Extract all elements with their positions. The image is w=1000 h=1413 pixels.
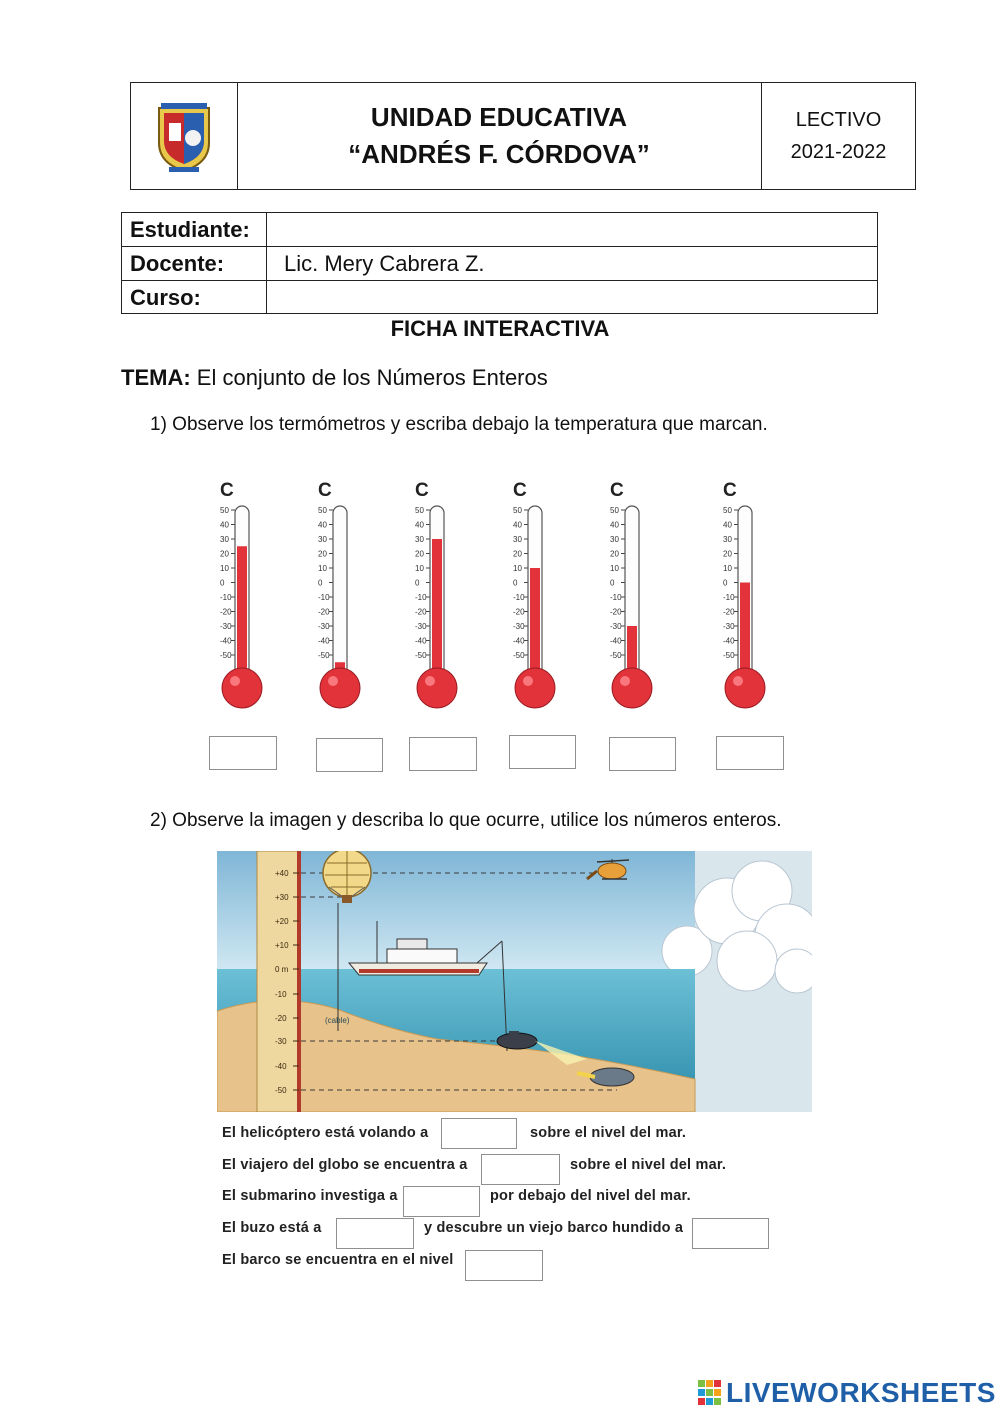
scale-label: -40 [723,636,735,646]
thermometer-2 [318,480,360,708]
scale-label: 50 [415,506,424,515]
school-crest-icon [131,83,237,189]
submarine-answer[interactable] [403,1186,480,1217]
school-name-cell [237,83,762,189]
scale-label: -20 [220,607,232,617]
scale-label: -50 [513,651,525,660]
scale-label: 40 [513,520,522,530]
scale-label: 30 [513,535,522,544]
scale-label: 50 [610,506,619,515]
student-info-table [121,212,878,314]
scale-label: -30 [415,622,427,631]
scale-label: -30 [220,622,232,631]
ruler-label: 0 m [275,965,289,974]
scale-label: -40 [610,636,622,646]
scale-label: 0 [220,578,225,588]
thermometer-bulb [222,668,262,708]
sheet-title: FICHA INTERACTIVA [390,316,610,341]
diver-answer[interactable] [336,1218,414,1249]
thermometer-5 [610,480,652,708]
scale-label: -30 [610,622,622,631]
scale-label: 0 [723,578,728,588]
thermometers-figure [200,470,800,720]
scale-label: 0 [610,578,615,588]
scale-label: -10 [723,593,735,602]
thermometer-fill [740,583,750,683]
scale-label: 10 [723,564,732,573]
thermometer-6 [723,480,765,708]
thermometer-bulb [612,668,652,708]
thermometer-fill [530,568,540,682]
scale-label: -40 [415,636,427,646]
sentence-4a: El buzo está a [222,1220,322,1236]
ruler-label: +10 [275,941,289,950]
scale-label: 10 [318,564,327,573]
scale-label: 40 [610,520,619,530]
course-field[interactable] [276,281,874,314]
ruler-label: +40 [275,869,289,878]
scale-label: -50 [610,651,622,660]
thermometer-unit: C [415,480,429,501]
scale-label: 10 [513,564,522,573]
liveworksheets-logo-icon [698,1380,722,1406]
scale-label: -10 [415,593,427,602]
thermometer-fill [432,539,442,682]
course-row [122,280,877,314]
thermometer-answer-5[interactable] [609,737,676,771]
bulb-highlight [620,676,630,686]
school-header [130,82,916,190]
balloon-answer[interactable] [481,1154,560,1185]
scale-label: 40 [318,520,327,530]
thermometer-answer-6[interactable] [716,736,784,770]
cable-label: (cable) [325,1016,350,1025]
scale-label: -10 [513,593,525,602]
sentence-2b: sobre el nivel del mar. [570,1157,727,1173]
scale-label: 0 [415,578,420,588]
ruler-label: -50 [275,1086,287,1095]
thermometer-unit: C [318,480,332,501]
depth-ruler [257,851,299,1112]
sentence-3b: por debajo del nivel del mar. [490,1188,691,1204]
thermometer-unit: C [723,480,737,501]
question-1: 1) Observe los termómetros y escriba debajo la temperatura que marcan. [150,414,768,435]
helicopter-answer[interactable] [441,1118,517,1149]
scale-label: 20 [513,549,522,559]
ruler-label: -30 [275,1037,287,1046]
sentence-3a: El submarino investiga a [222,1188,398,1204]
scale-label: -40 [318,636,330,646]
scale-label: -40 [513,636,525,646]
bulb-highlight [733,676,743,686]
scale-label: 10 [610,564,619,573]
thermometer-1 [220,480,262,708]
course-label: Curso: [122,281,267,314]
sentence-1b: sobre el nivel del mar. [530,1125,687,1141]
thermometer-tube [333,506,347,681]
year-label: LECTIVO [795,109,882,131]
ruler-label: -10 [275,990,287,999]
school-logo-cell [131,83,238,189]
scale-label: 30 [220,535,229,544]
bulb-highlight [425,676,435,686]
scale-label: 10 [220,564,229,573]
bulb-highlight [328,676,338,686]
scale-label: 40 [220,520,229,530]
scale-label: -50 [318,651,330,660]
year-value: 2021-2022 [790,141,887,163]
scale-label: 30 [415,535,424,544]
thermometer-bulb [725,668,765,708]
scale-label: 30 [318,535,327,544]
scale-label: 40 [723,520,732,530]
brand-text: LIVEWORKSHEETS [726,1377,996,1408]
topic [121,365,548,391]
thermometer-answer-4[interactable] [509,735,576,769]
school-name-line2: “ANDRÉS F. CÓRDOVA” [348,139,650,169]
scale-label: -50 [220,651,232,660]
teacher-label: Docente: [122,247,267,280]
sentence-4b: y descubre un viejo barco hundido a [424,1220,684,1236]
thermometer-3 [415,480,457,708]
scale-label: 50 [513,506,522,515]
scale-label: -20 [723,607,735,617]
topic-label: TEMA: [121,365,191,390]
scale-label: -20 [610,607,622,617]
bulb-highlight [523,676,533,686]
student-row [122,213,877,246]
scale-label: 50 [318,506,327,515]
topic-value: El conjunto de los Números Enteros [196,365,548,390]
scale-label: 50 [723,506,732,515]
scale-label: 20 [723,549,732,559]
scale-label: 30 [723,535,732,544]
sentence-1a: El helicóptero está volando a [222,1125,429,1141]
ruler-label: -20 [275,1014,287,1023]
scale-label: 0 [318,578,323,588]
scale-label: 20 [610,549,619,559]
thermometer-bulb [515,668,555,708]
scale-label: 40 [415,520,424,530]
scale-label: -50 [415,651,427,660]
sunken-ship-answer[interactable] [692,1218,769,1249]
scale-label: -10 [220,593,232,602]
scale-label: 20 [318,549,327,559]
scale-label: 0 [513,578,518,588]
scale-label: 20 [220,549,229,559]
school-name-line1: UNIDAD EDUCATIVA [370,102,628,132]
sentence-5a: El barco se encuentra en el nivel [222,1252,454,1268]
ruler-label: +20 [275,917,289,926]
scale-label: -10 [610,593,622,602]
scale-label: -20 [318,607,330,617]
ruler-label: -40 [275,1062,287,1071]
thermometer-bulb [417,668,457,708]
thermometer-unit: C [610,480,624,501]
thermometer-bulb [320,668,360,708]
teacher-value: Lic. Mery Cabrera Z. [284,251,485,276]
bulb-highlight [230,676,240,686]
sea-level-scene [217,851,812,1112]
liveworksheets-brand [698,1376,996,1410]
question-2: 2) Observe la imagen y describa lo que ocurre, utilice los números enteros. [150,810,782,831]
scale-label: -30 [513,622,525,631]
sentence-2a: El viajero del globo se encuentra a [222,1157,468,1173]
teacher-row [122,246,877,280]
thermometer-fill [237,546,247,682]
scale-label: -40 [220,636,232,646]
scale-label: 50 [220,506,229,515]
thermometer-answer-3[interactable] [409,737,477,771]
ruler-label: +30 [275,893,289,902]
student-label: Estudiante: [122,213,267,246]
scale-label: 10 [415,564,424,573]
thermometer-unit: C [513,480,527,501]
thermometer-answer-2[interactable] [316,738,383,772]
thermometer-unit: C [220,480,234,501]
scale-label: -30 [318,622,330,631]
thermometer-answer-1[interactable] [209,736,277,770]
scale-label: -20 [513,607,525,617]
scale-label: -10 [318,593,330,602]
scale-label: -30 [723,622,735,631]
scale-label: 30 [610,535,619,544]
scale-label: -50 [723,651,735,660]
thermometer-4 [513,480,555,708]
scale-label: -20 [415,607,427,617]
school-year-cell [762,83,915,189]
student-field[interactable] [276,213,874,246]
ship-answer[interactable] [465,1250,543,1281]
scale-label: 20 [415,549,424,559]
